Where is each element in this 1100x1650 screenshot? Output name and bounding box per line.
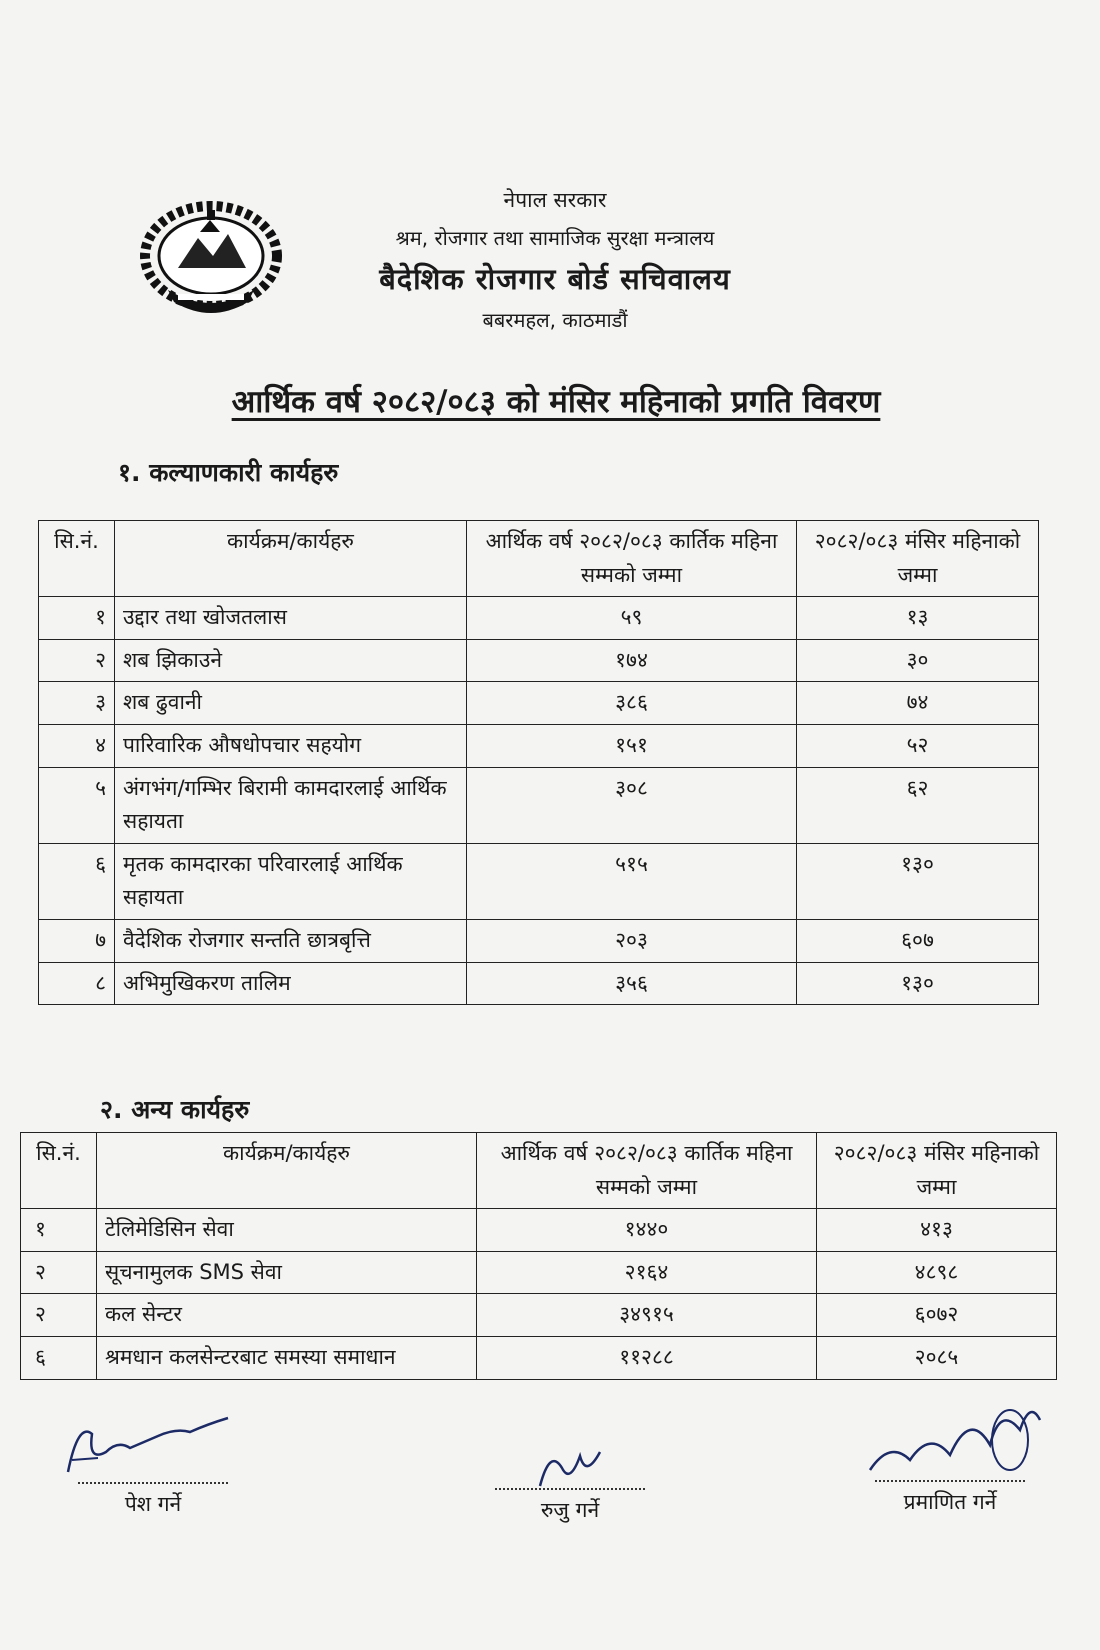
cell-mangsir: ७४ [797, 682, 1039, 725]
government-name: नेपाल सरकार [503, 188, 607, 212]
cell-mangsir: ४८९८ [817, 1251, 1057, 1294]
cell-sn: ५ [39, 767, 115, 843]
cell-until-kartik: ३८६ [467, 682, 797, 725]
cell-mangsir: ३० [797, 639, 1039, 682]
table-row [21, 1294, 1057, 1337]
cell-mangsir: ४१३ [817, 1209, 1057, 1252]
signature-checked [470, 1448, 670, 1524]
signature-approved [850, 1400, 1050, 1516]
ministry-name: श्रम, रोजगार तथा सामाजिक सुरक्षा मन्त्रालय [395, 226, 715, 250]
cell-program: कल सेन्टर [97, 1294, 477, 1337]
cell-mangsir: ६०७ [797, 919, 1039, 962]
cell-until-kartik: ११२८८ [477, 1336, 817, 1379]
cell-until-kartik: ३०८ [467, 767, 797, 843]
header-mangsir: २०८२/०८३ मंसिर महिनाको जम्मा [797, 521, 1039, 597]
table-header-row [39, 521, 1039, 597]
cell-mangsir: १३० [797, 843, 1039, 919]
cell-sn: ७ [39, 919, 115, 962]
cell-program: टेलिमेडिसिन सेवा [97, 1209, 477, 1252]
cell-until-kartik: २०३ [467, 919, 797, 962]
cell-until-kartik: ३५६ [467, 962, 797, 1005]
cell-program: शब ढुवानी [115, 682, 467, 725]
handwritten-signature-icon [850, 1400, 1050, 1480]
cell-until-kartik: ३४९१५ [477, 1294, 817, 1337]
signature-line [875, 1480, 1025, 1482]
cell-program: अभिमुखिकरण तालिम [115, 962, 467, 1005]
office-name: बैदेशिक रोजगार बोर्ड सचिवालय [379, 262, 731, 296]
cell-sn: ८ [39, 962, 115, 1005]
cell-program: सूचनामुलक SMS सेवा [97, 1251, 477, 1294]
cell-program: श्रमधान कलसेन्टरबाट समस्या समाधान [97, 1336, 477, 1379]
report-title: आर्थिक वर्ष २०८२/०८३ को मंसिर महिनाको प्रगति विवरण [231, 384, 881, 420]
table-row [39, 639, 1039, 682]
table-row [21, 1336, 1057, 1379]
cell-sn: ४ [39, 724, 115, 767]
checked-label: रुजु गर्ने [540, 1498, 600, 1522]
header-mangsir: २०८२/०८३ मंसिर महिनाको जम्मा [817, 1133, 1057, 1209]
table-row [39, 767, 1039, 843]
cell-until-kartik: ५९ [467, 597, 797, 640]
nepal-emblem-icon [138, 198, 284, 322]
table-row [39, 682, 1039, 725]
cell-program: पारिवारिक औषधोपचार सहयोग [115, 724, 467, 767]
cell-until-kartik: २१६४ [477, 1251, 817, 1294]
signature-submitted [58, 1412, 248, 1518]
cell-until-kartik: १५१ [467, 724, 797, 767]
cell-until-kartik: ५१५ [467, 843, 797, 919]
cell-sn: ३ [39, 682, 115, 725]
header-program: कार्यक्रम/कार्यहरु [115, 521, 467, 597]
cell-sn: १ [21, 1209, 97, 1252]
header-program: कार्यक्रम/कार्यहरु [97, 1133, 477, 1209]
welfare-table [38, 520, 1039, 1005]
cell-sn: २ [39, 639, 115, 682]
cell-mangsir: ६२ [797, 767, 1039, 843]
approved-label: प्रमाणित गर्ने [903, 1490, 997, 1514]
cell-program: शब झिकाउने [115, 639, 467, 682]
other-activities-table [20, 1132, 1057, 1380]
table-row [21, 1251, 1057, 1294]
table-row [39, 597, 1039, 640]
cell-mangsir: ५२ [797, 724, 1039, 767]
cell-program: उद्दार तथा खोजतलास [115, 597, 467, 640]
cell-program: मृतक कामदारका परिवारलाई आर्थिक सहायता [115, 843, 467, 919]
section1-heading: १. कल्याणकारी कार्यहरु [118, 458, 339, 487]
header-sn: सि.नं. [39, 521, 115, 597]
handwritten-signature-icon [470, 1448, 670, 1488]
cell-sn: २ [21, 1294, 97, 1337]
section2-heading: २. अन्य कार्यहरु [100, 1095, 250, 1124]
cell-mangsir: ६०७२ [817, 1294, 1057, 1337]
cell-until-kartik: १७४ [467, 639, 797, 682]
cell-sn: २ [21, 1251, 97, 1294]
office-address: बबरमहल, काठमाडौं [482, 308, 628, 332]
cell-sn: ६ [21, 1336, 97, 1379]
signature-line [78, 1482, 228, 1484]
header-until-kartik: आर्थिक वर्ष २०८२/०८३ कार्तिक महिना सम्मको जम्मा [477, 1133, 817, 1209]
table-row [39, 919, 1039, 962]
cell-mangsir: १३ [797, 597, 1039, 640]
table-row [39, 843, 1039, 919]
table-row [39, 962, 1039, 1005]
header-until-kartik: आर्थिक वर्ष २०८२/०८३ कार्तिक महिना सम्मको जम्मा [467, 521, 797, 597]
cell-sn: ६ [39, 843, 115, 919]
submitted-label: पेश गर्ने [124, 1492, 182, 1516]
cell-mangsir: १३० [797, 962, 1039, 1005]
office-header [320, 186, 790, 333]
table-row [21, 1209, 1057, 1252]
cell-until-kartik: १४४० [477, 1209, 817, 1252]
signature-line [495, 1488, 645, 1490]
cell-sn: १ [39, 597, 115, 640]
table-row [39, 724, 1039, 767]
table-header-row [21, 1133, 1057, 1209]
cell-mangsir: २०८५ [817, 1336, 1057, 1379]
handwritten-signature-icon [58, 1412, 248, 1482]
cell-program: वैदेशिक रोजगार सन्तति छात्रबृत्ति [115, 919, 467, 962]
cell-program: अंगभंग/गम्भिर बिरामी कामदारलाई आर्थिक सहायता [115, 767, 467, 843]
header-sn: सि.नं. [21, 1133, 97, 1209]
